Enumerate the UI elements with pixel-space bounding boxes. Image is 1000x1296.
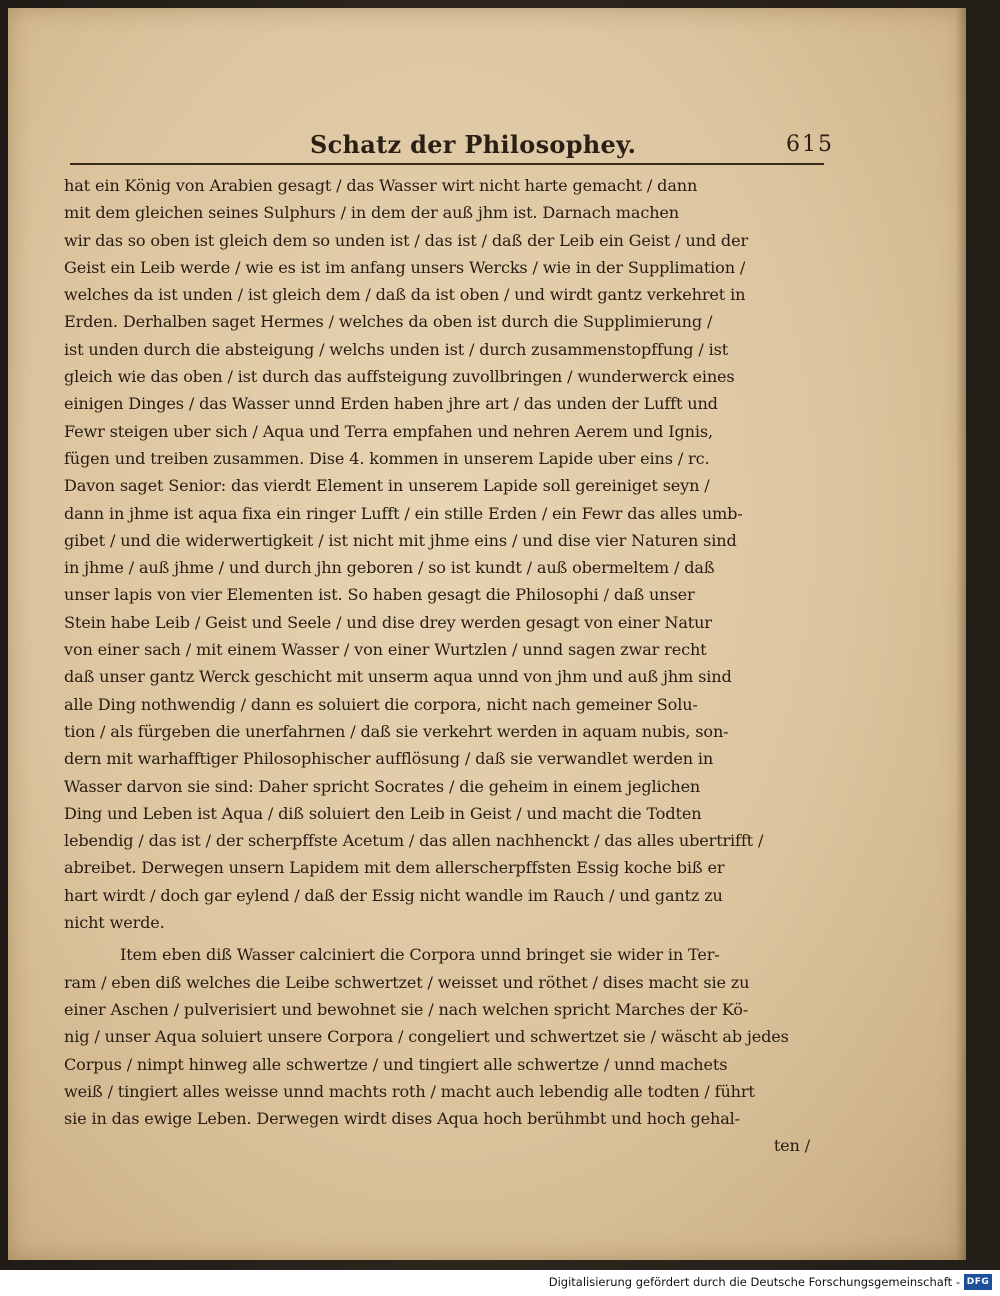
text-line: Ding und Leben ist Aqua / diß soluiert den Leib in Geist / und macht die Todten	[64, 803, 702, 823]
dfg-logo: DFG	[964, 1274, 992, 1290]
text-line: Wasser darvon sie sind: Daher spricht Socrates / die geheim in einem jeglichen	[64, 776, 701, 796]
text-line: daß unser gantz Werck geschicht mit unserm aqua unnd von jhm und auß jhm sind	[64, 667, 732, 687]
text-line: einer Aschen / pulverisiert und bewohnet sie / nach welchen spricht Marches der Kö-	[64, 999, 749, 1019]
text-line: mit dem gleichen seines Sulphurs / in dem der auß jhm ist. Darnach machen	[64, 203, 680, 223]
digitization-footer	[0, 1270, 1000, 1296]
text-line: von einer sach / mit einem Wasser / von einer Wurtzlen / unnd sagen zwar recht	[64, 640, 707, 660]
text-line: Geist ein Leib werde / wie es ist im anfang unsers Wercks / wie in der Supplimation /	[64, 257, 746, 277]
text-line: welches da ist unden / ist gleich dem / daß da ist oben / und wirdt gantz verkehret in	[64, 285, 746, 305]
footer-credit: Digitalisierung gefördert durch die Deutsche Forschungsgemeinschaft -	[548, 1275, 960, 1289]
text-line: wir das so oben ist gleich dem so unden ist / das ist / daß der Leib ein Geist / und der	[64, 230, 749, 250]
page-number: 615	[786, 132, 834, 157]
text-line: dann in jhme ist aqua fixa ein ringer Lufft / ein stille Erden / ein Fewr das alles umb-	[64, 503, 743, 523]
paragraph-1	[64, 172, 824, 936]
text-line: Corpus / nimpt hinweg alle schwertze / und tingiert alle schwertze / unnd machets	[64, 1054, 728, 1074]
text-line: weiß / tingiert alles weisse unnd machts roth / macht auch lebendig alle todten / führt	[64, 1081, 755, 1101]
catchword: ten /	[773, 1136, 810, 1156]
text-line: einigen Dinges / das Wasser unnd Erden haben jhre art / das unden der Lufft und	[64, 394, 718, 414]
text-line: in jhme / auß jhme / und durch jhn geboren / so ist kundt / auß obermeltem / daß	[64, 558, 715, 578]
text-line: ist unden durch die absteigung / welchs unden ist / durch zusammenstopffung / ist	[64, 339, 729, 359]
text-line: dern mit warhafftiger Philosophischer aufflösung / daß sie verwandlet werden in	[64, 749, 714, 769]
text-line: fügen und treiben zusammen. Dise 4. kommen in unserem Lapide uber eins / rc.	[64, 448, 710, 468]
text-line: Erden. Derhalben saget Hermes / welches da oben ist durch die Supplimierung /	[64, 312, 713, 332]
text-line: unser lapis von vier Elementen ist. So haben gesagt die Philosophi / daß unser	[64, 585, 695, 605]
text-line: Fewr steigen uber sich / Aqua und Terra empfahen und nehren Aerem und Ignis,	[64, 421, 713, 441]
text-line: alle Ding nothwendig / dann es soluiert die corpora, nicht nach gemeiner Solu-	[64, 694, 698, 714]
text-line: ram / eben diß welches die Leibe schwertzet / weisset und röthet / dises macht sie zu	[64, 972, 750, 992]
paragraph-2	[64, 941, 824, 1159]
text-line: Davon saget Senior: das vierdt Element in unserem Lapide soll gereiniget seyn /	[64, 476, 710, 496]
text-line: Item eben diß Wasser calciniert die Corpora unnd bringet sie wider in Ter-	[120, 945, 720, 965]
text-line: tion / als fürgeben die unerfahrnen / daß sie verkehrt werden in aquam nubis, son-	[64, 721, 729, 741]
text-line: abreibet. Derwegen unsern Lapidem mit dem allerscherpffsten Essig koche biß er	[64, 858, 725, 878]
body-text	[64, 172, 824, 1160]
header-rule	[70, 163, 824, 165]
text-line: Stein habe Leib / Geist und Seele / und dise drey werden gesagt von einer Natur	[64, 612, 712, 632]
text-line: gibet / und die widerwertigkeit / ist nicht mit jhme eins / und dise vier Naturen sind	[64, 530, 737, 550]
running-title: Schatz der Philosophey.	[310, 130, 637, 159]
text-line: nicht werde.	[64, 913, 165, 933]
text-line: nig / unser Aqua soluiert unsere Corpora / congeliert und schwertzet sie / wäscht ab jedes	[64, 1027, 789, 1047]
text-line: lebendig / das ist / der scherpffste Acetum / das allen nachhenckt / das alles ubertrifft /	[64, 831, 764, 851]
page-header	[70, 128, 834, 164]
page-edge-shadow	[956, 8, 966, 1260]
text-line: gleich wie das oben / ist durch das auffsteigung zuvollbringen / wunderwerck eines	[64, 367, 735, 387]
text-line: hart wirdt / doch gar eylend / daß der Essig nicht wandle im Rauch / und gantz zu	[64, 885, 723, 905]
text-line: sie in das ewige Leben. Derwegen wirdt dises Aqua hoch berühmbt und hoch gehal-	[64, 1109, 740, 1129]
text-line: hat ein König von Arabien gesagt / das Wasser wirt nicht harte gemacht / dann	[64, 176, 698, 195]
